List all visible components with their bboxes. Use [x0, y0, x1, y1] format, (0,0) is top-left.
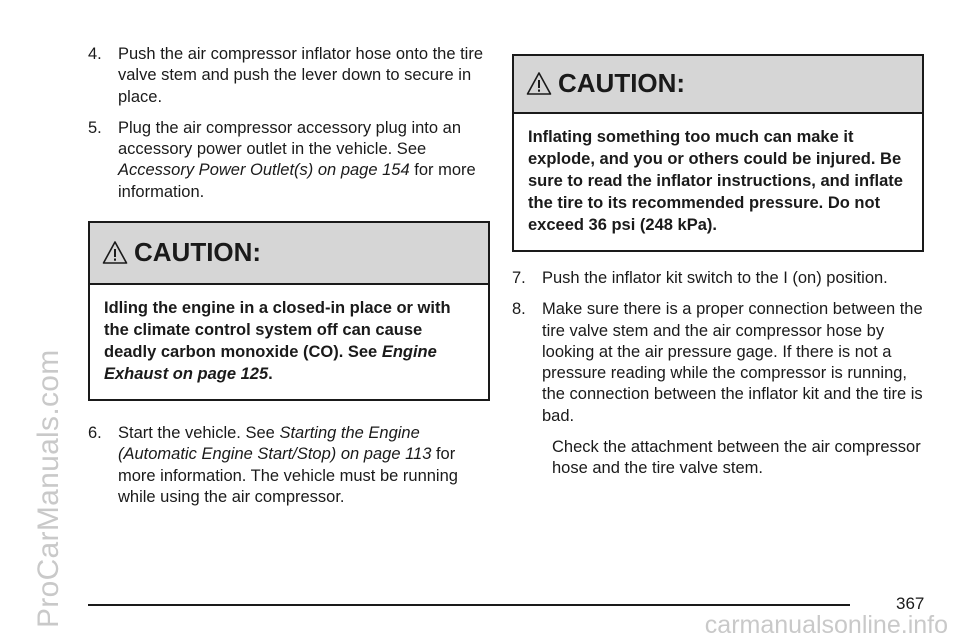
caution-box [512, 54, 924, 252]
step-6 [88, 423, 490, 508]
step-text: Push the inflator kit switch to the I (on) position. [542, 269, 888, 287]
step-text-part: Start the vehicle. See [118, 424, 280, 443]
caution-text [90, 285, 488, 399]
step-text [118, 423, 490, 508]
step-text: Make sure there is a proper connection between the tire valve stem and the air compressor hose by looking at the air pressure gage. If there is not a pressure reading while the compressor is running, the connection between the inflator kit and the tire is bad. [542, 300, 923, 425]
step-4 [88, 44, 490, 108]
step-text: Push the air compressor inflator hose onto the tire valve stem and push the lever down to secure in place. [118, 45, 484, 106]
caution-box [88, 221, 490, 401]
warning-triangle-icon [102, 240, 128, 266]
step-number: 6. [88, 424, 102, 443]
caution-header [514, 56, 922, 114]
step-text [118, 118, 490, 203]
step-text-part: for more information. [118, 161, 476, 201]
page-reference-link[interactable]: Accessory Power Outlet(s) on page 154 [118, 161, 410, 180]
left-column [88, 44, 490, 518]
step-5 [88, 118, 490, 203]
caution-header [90, 223, 488, 285]
caution-text: Inflating something too much can make it explode, and you or others could be injured. Be sure to read the inflator instructions, and inflate the tire to its recommended pressure. Do not exceed 36 psi (248 kPa). [528, 128, 903, 234]
caution-title: CAUTION: [134, 237, 262, 268]
watermark-bottom: carmanualsonline.info [704, 611, 948, 639]
page-number: 367 [896, 594, 925, 613]
footer-rule [88, 604, 850, 606]
instruction-paragraph: Check the attachment between the air compressor hose and the tire valve stem. [552, 438, 921, 478]
page-reference-link[interactable]: Engine Exhaust on page 125 [104, 343, 437, 384]
step-8 [512, 299, 924, 427]
caution-title: CAUTION: [558, 68, 686, 99]
right-column [512, 44, 924, 480]
step-text-part: for more information. The vehicle must be running while using the air compressor. [118, 445, 458, 506]
step-text-part: Plug the air compressor accessory plug into an accessory power outlet in the vehicle. See [118, 118, 462, 159]
step-number: 8. [512, 300, 526, 319]
step-number: 7. [512, 269, 526, 287]
caution-text-part: Idling the engine in a closed-in place or with the climate control system off can cause deadly carbon monoxide (CO). See [104, 299, 451, 362]
step-number: 4. [88, 45, 102, 63]
step-7 [512, 268, 924, 289]
caution-text-part: . [268, 365, 273, 384]
watermark-side: ProCarManuals.com [32, 349, 65, 628]
page-reference-link[interactable]: Starting the Engine (Automatic Engine Start/Stop) on page 113 [118, 424, 432, 464]
warning-triangle-icon [526, 71, 552, 97]
step-number: 5. [88, 118, 102, 137]
